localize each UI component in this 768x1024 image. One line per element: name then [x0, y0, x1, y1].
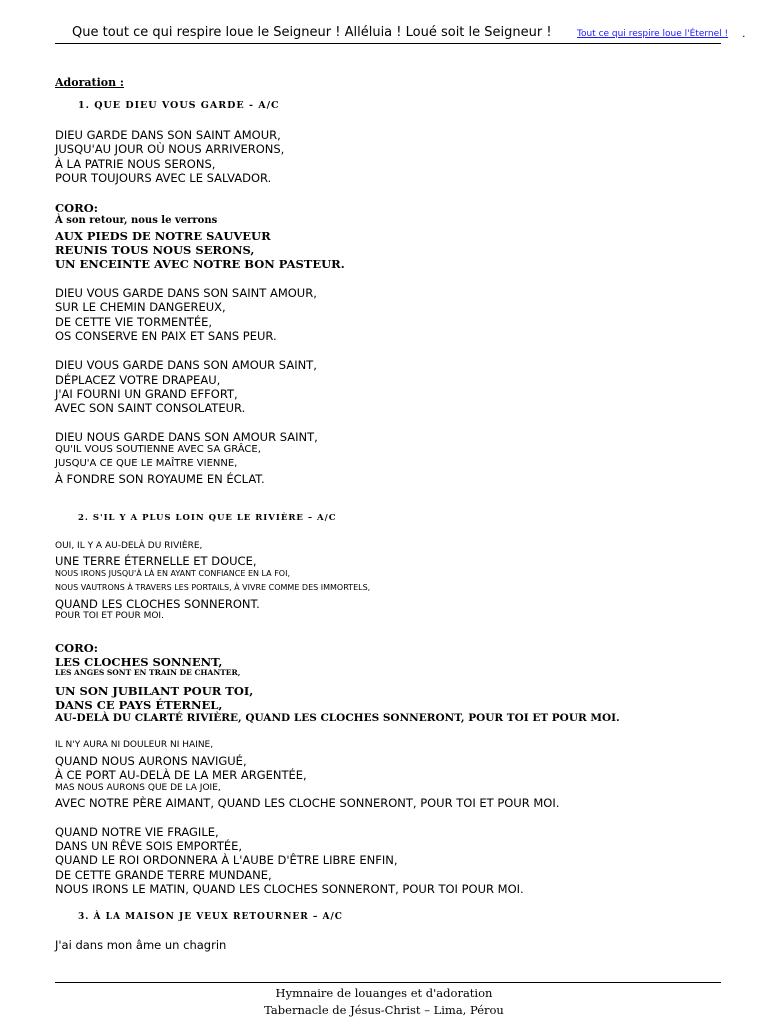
footer-rule: [55, 982, 721, 983]
song-1-verse1-line: POUR TOUJOURS AVEC LE SALVADOR.: [55, 171, 272, 185]
song-2-coro-line: LES ANGES SONT EN TRAIN DE CHANTER,: [55, 668, 241, 677]
song-3-title: 3. À LA MAISON JE VEUX RETOURNER – A/C: [78, 912, 343, 922]
song-2-verse2-line: MAS NOUS AURONS QUE DE LA JOIE,: [55, 783, 221, 793]
song-2-verse2-line: À CE PORT AU-DELÀ DE LA MER ARGENTÉE,: [55, 768, 307, 782]
song-2-verse1-line: NOUS VAUTRONS À TRAVERS LES PORTAILS, À VIVRE COMME DES IMMORTELS,: [55, 583, 371, 592]
song-1-verse3-line: J'AI FOURNI UN GRAND EFFORT,: [55, 387, 238, 401]
song-2-verse3-line: QUAND NOTRE VIE FRAGILE,: [55, 825, 219, 839]
song-2-verse1-line: UNE TERRE ÉTERNELLE ET DOUCE,: [55, 554, 257, 568]
song-2-coro-line: UN SON JUBILANT POUR TOI,: [55, 684, 254, 698]
song-2-verse1-line: QUAND LES CLOCHES SONNERONT.: [55, 597, 260, 611]
song-2-verse3-line: NOUS IRONS LE MATIN, QUAND LES CLOCHES SONNERONT, POUR TOI POUR MOI.: [55, 882, 524, 896]
song-2-verse2-line: AVEC NOTRE PÈRE AIMANT, QUAND LES CLOCHE SONNERONT, POUR TOI ET POUR MOI.: [55, 796, 560, 810]
song-2-verse1-line: NOUS IRONS JUSQU'À LÀ EN AYANT CONFIANCE EN LA FOI,: [55, 569, 290, 578]
song-1-verse2-line: OS CONSERVE EN PAIX ET SANS PEUR.: [55, 329, 277, 343]
song-1-verse4-line: À FONDRE SON ROYAUME EN ÉCLAT.: [55, 472, 265, 486]
song-1-verse1-line: JUSQU'AU JOUR OÙ NOUS ARRIVERONS,: [55, 142, 285, 156]
song-1-coro-line: À son retour, nous le verrons: [55, 215, 218, 226]
song-1-verse1-line: À LA PATRIE NOUS SERONS,: [55, 157, 216, 171]
song-1-verse3-line: DÉPLACEZ VOTRE DRAPEAU,: [55, 373, 221, 387]
section-label: Adoration :: [55, 76, 124, 89]
header-trailing-dot: .: [742, 27, 746, 40]
song-2-coro-line: LES CLOCHES SONNENT,: [55, 655, 223, 669]
song-2-coro-label: CORO:: [55, 641, 98, 655]
song-2-verse1-line: OUI, IL Y A AU-DELÀ DU RIVIÈRE,: [55, 541, 203, 551]
song-1-coro-line: UN ENCEINTE AVEC NOTRE BON PASTEUR.: [55, 257, 345, 271]
footer-line1: Hymnaire de louanges et d'adoration: [275, 986, 493, 1000]
song-1-verse2-line: SUR LE CHEMIN DANGEREUX,: [55, 300, 226, 314]
song-1-coro-line: AUX PIEDS DE NOTRE SAUVEUR: [55, 229, 271, 243]
song-2-verse2-line: QUAND NOUS AURONS NAVIGUÉ,: [55, 754, 247, 768]
song-1-title: 1. QUE DIEU VOUS GARDE - A/C: [78, 100, 280, 111]
song-1-verse4-line: JUSQU'A CE QUE LE MAÎTRE VIENNE,: [55, 458, 238, 469]
song-1-verse2-line: DE CETTE VIE TORMENTÉE,: [55, 315, 213, 329]
song-2-verse3-line: QUAND LE ROI ORDONNERA À L'AUBE D'ÊTRE LIBRE ENFIN,: [55, 853, 398, 867]
song-1-verse1-line: DIEU GARDE DANS SON SAINT AMOUR,: [55, 128, 281, 142]
header-title: Que tout ce qui respire loue le Seigneur ! Alléluia ! Loué soit le Seigneur !: [72, 25, 552, 40]
page-header: [55, 24, 746, 44]
song-2-verse2-line: IL N'Y AURA NI DOULEUR NI HAINE,: [55, 740, 214, 750]
song-1-verse3-line: DIEU VOUS GARDE DANS SON AMOUR SAINT,: [55, 358, 317, 372]
header-link[interactable]: Tout ce qui respire loue l'Éternel !: [577, 29, 729, 39]
song-2-verse3-line: DE CETTE GRANDE TERRE MUNDANE,: [55, 868, 272, 882]
song-1-verse4-line: DIEU NOUS GARDE DANS SON AMOUR SAINT,: [55, 430, 318, 444]
song-2-title: 2. S'IL Y A PLUS LOIN QUE LE RIVIÈRE – A/C: [78, 513, 337, 523]
song-2-coro-line: DANS CE PAYS ÉTERNEL,: [55, 698, 223, 712]
song-1-coro-line: REUNIS TOUS NOUS SERONS,: [55, 243, 255, 257]
song-1-verse3-line: AVEC SON SAINT CONSOLATEUR.: [55, 401, 246, 415]
song-3-verse1-line: J'ai dans mon âme un chagrin: [55, 938, 227, 952]
footer-line2: Tabernacle de Jésus-Christ – Lima, Pérou: [264, 1003, 504, 1017]
song-1-verse2-line: DIEU VOUS GARDE DANS SON SAINT AMOUR,: [55, 286, 317, 300]
song-2-verse1-line: POUR TOI ET POUR MOI.: [55, 611, 164, 621]
song-2-verse3-line: DANS UN RÊVE SOIS EMPORTÉE,: [55, 839, 243, 853]
song-1-verse4-line: QU'IL VOUS SOUTIENNE AVEC SA GRÂCE,: [55, 444, 261, 455]
song-2-coro-line: AU-DELÀ DU CLARTÉ RIVIÈRE, QUAND LES CLOCHES SONNERONT, POUR TOI ET POUR MOI.: [55, 712, 620, 724]
song-1-coro-label: CORO:: [55, 201, 98, 215]
